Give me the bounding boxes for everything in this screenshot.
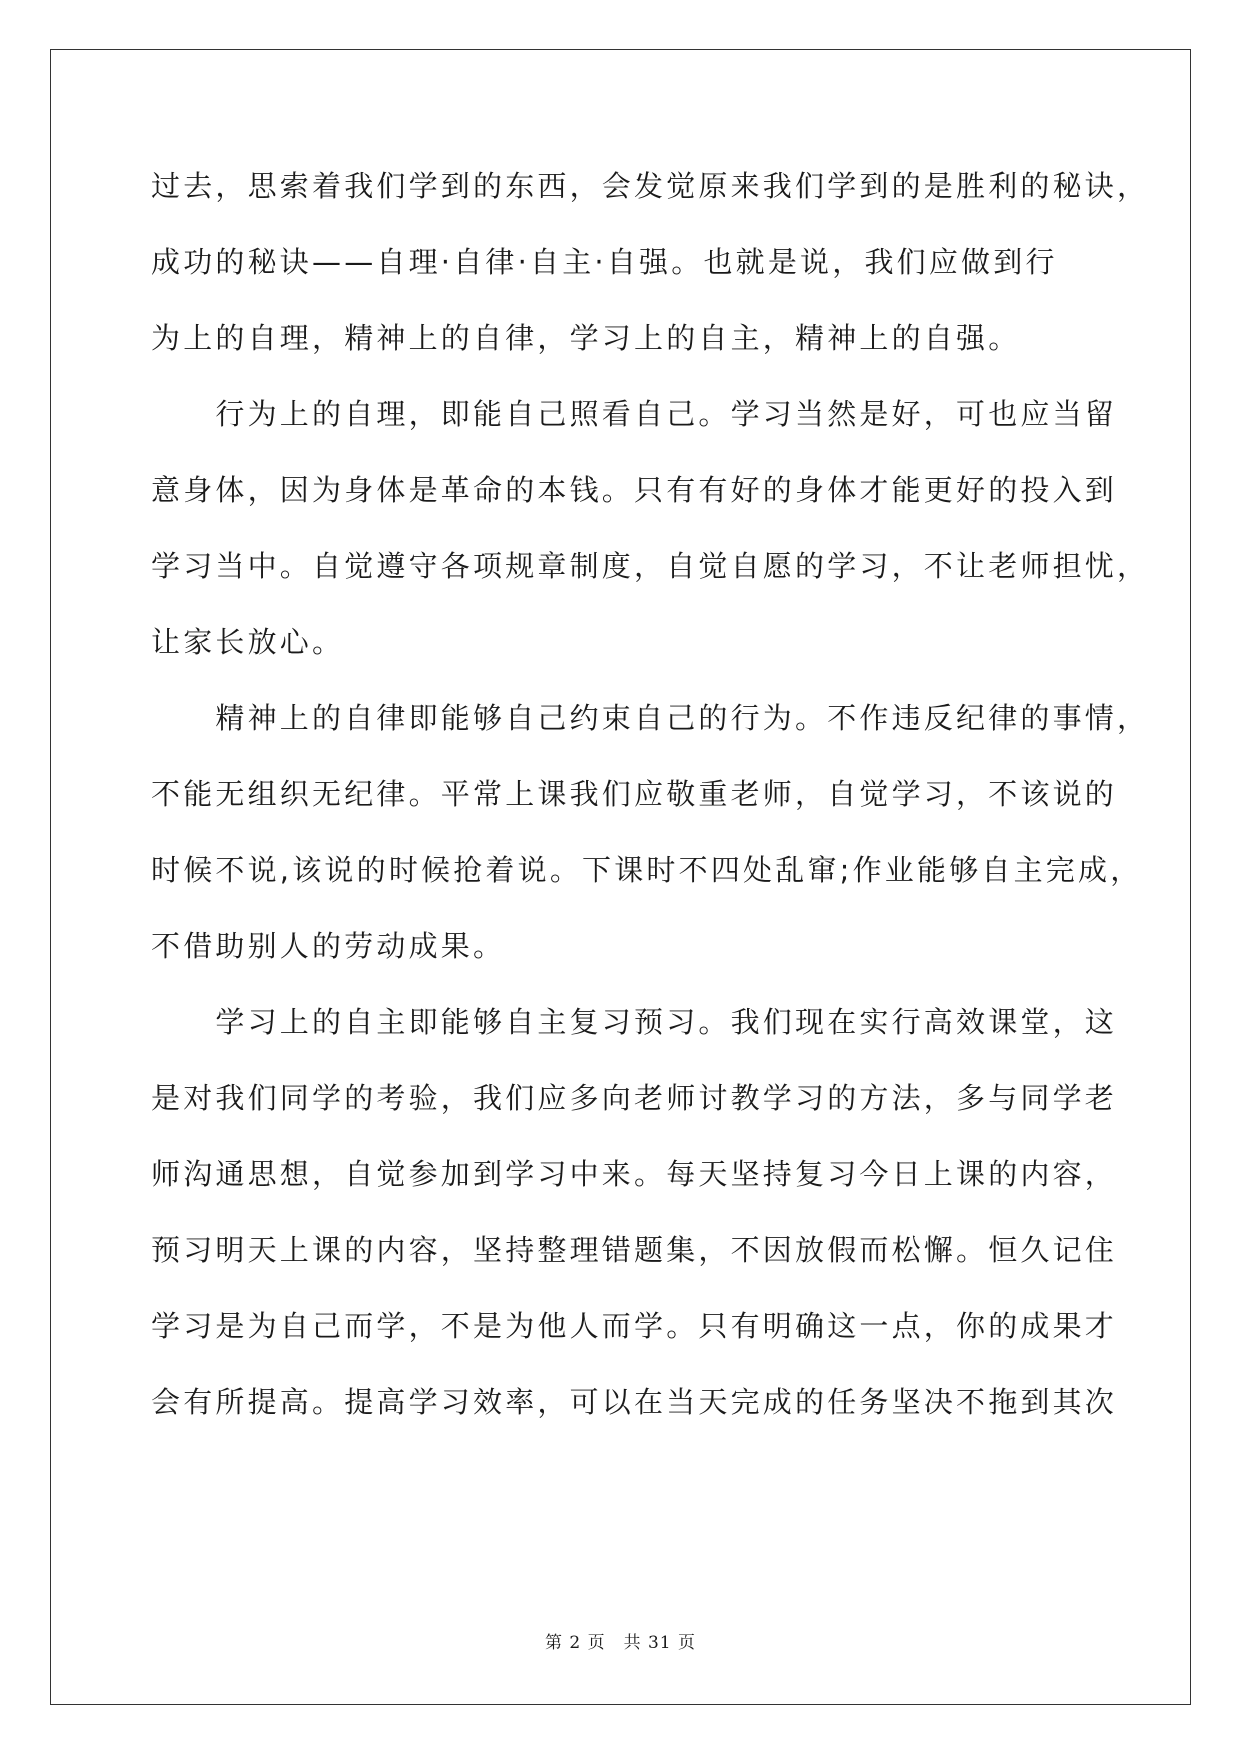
- text-line: 预习明天上课的内容，坚持整理错题集，不因放假而松懈。恒久记住: [151, 1233, 1118, 1267]
- text-line: 不借助别人的劳动成果。: [151, 929, 506, 963]
- text-line: 学习当中。自觉遵守各项规章制度，自觉自愿的学习，不让老师担忧，: [151, 549, 1150, 583]
- text-line: 时候不说,该说的时候抢着说。下课时不四处乱窜;作业能够自主完成，: [151, 853, 1143, 887]
- text-line: 是对我们同学的考验，我们应多向老师讨教学习的方法，多与同学老: [151, 1081, 1118, 1115]
- text-line: 师沟通思想，自觉参加到学习中来。每天坚持复习今日上课的内容，: [151, 1157, 1118, 1191]
- text-line: 为上的自理，精神上的自律，学习上的自主，精神上的自强。: [151, 321, 1021, 355]
- text-line: 成功的秘诀——自理·自律·自主·自强。也就是说，我们应做到行: [151, 245, 1058, 279]
- text-line: 会有所提高。提高学习效率，可以在当天完成的任务坚决不拖到其次: [151, 1385, 1118, 1419]
- text-line: 让家长放心。: [151, 625, 345, 659]
- text-line: 行为上的自理，即能自己照看自己。学习当然是好，可也应当留: [151, 397, 1118, 431]
- text-line: 精神上的自律即能够自己约束自己的行为。不作违反纪律的事情，: [151, 701, 1150, 735]
- text-line: 学习是为自己而学，不是为他人而学。只有明确这一点，你的成果才: [151, 1309, 1118, 1343]
- text-line: 意身体，因为身体是革命的本钱。只有有好的身体才能更好的投入到: [151, 473, 1118, 507]
- text-line: 过去，思索着我们学到的东西，会发觉原来我们学到的是胜利的秘诀，: [151, 169, 1150, 203]
- text-line: 学习上的自主即能够自主复习预习。我们现在实行高效课堂，这: [151, 1005, 1118, 1039]
- page-number-footer: 第 2 页 共 31 页: [544, 1633, 697, 1653]
- text-line: 不能无组织无纪律。平常上课我们应敬重老师，自觉学习，不该说的: [151, 777, 1118, 811]
